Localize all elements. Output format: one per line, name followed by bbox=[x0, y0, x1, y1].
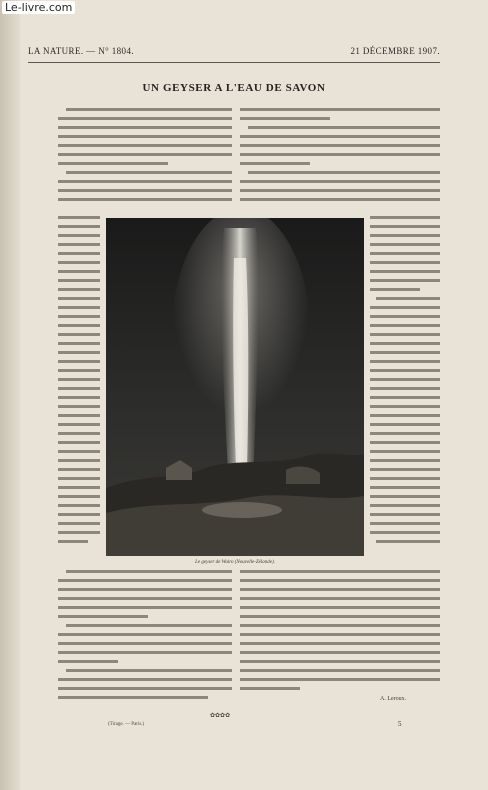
text-lines-wrap-left bbox=[58, 214, 100, 554]
header-rule bbox=[28, 62, 440, 63]
text-lines-wrap-right bbox=[370, 214, 440, 554]
geyser-photograph bbox=[106, 218, 364, 556]
issue-date: 21 DÉCEMBRE 1907. bbox=[350, 46, 440, 56]
text-lines-right-bottom bbox=[240, 568, 440, 698]
author-signature: A. Leroux. bbox=[380, 696, 407, 702]
text-column-right-bottom bbox=[240, 568, 440, 702]
text-lines-left-top bbox=[58, 106, 232, 210]
geyser-photo-art bbox=[106, 218, 364, 556]
running-head bbox=[28, 46, 440, 60]
figure-caption: Le geyser de Wairo (Nouvelle-Zélande). bbox=[195, 560, 275, 565]
text-column-left-bottom bbox=[58, 568, 232, 712]
text-lines-left-bottom bbox=[58, 568, 232, 708]
page-number: 5 bbox=[398, 720, 402, 728]
text-column-right-top bbox=[240, 106, 440, 214]
text-column-wrap-right bbox=[370, 214, 440, 558]
page-edge bbox=[0, 0, 20, 790]
printer-line: (Tirage. — Paris.) bbox=[108, 722, 145, 727]
article-title: UN GEYSER A L'EAU DE SAVON bbox=[142, 82, 326, 94]
journal-issue: LA NATURE. — N° 1804. bbox=[28, 46, 134, 56]
text-column-wrap-left bbox=[58, 214, 100, 558]
text-lines-right-top bbox=[240, 106, 440, 210]
site-watermark: Le-livre.com bbox=[2, 1, 75, 14]
end-ornament: ✿✿✿✿ bbox=[210, 713, 231, 719]
text-column-left-top bbox=[58, 106, 232, 214]
